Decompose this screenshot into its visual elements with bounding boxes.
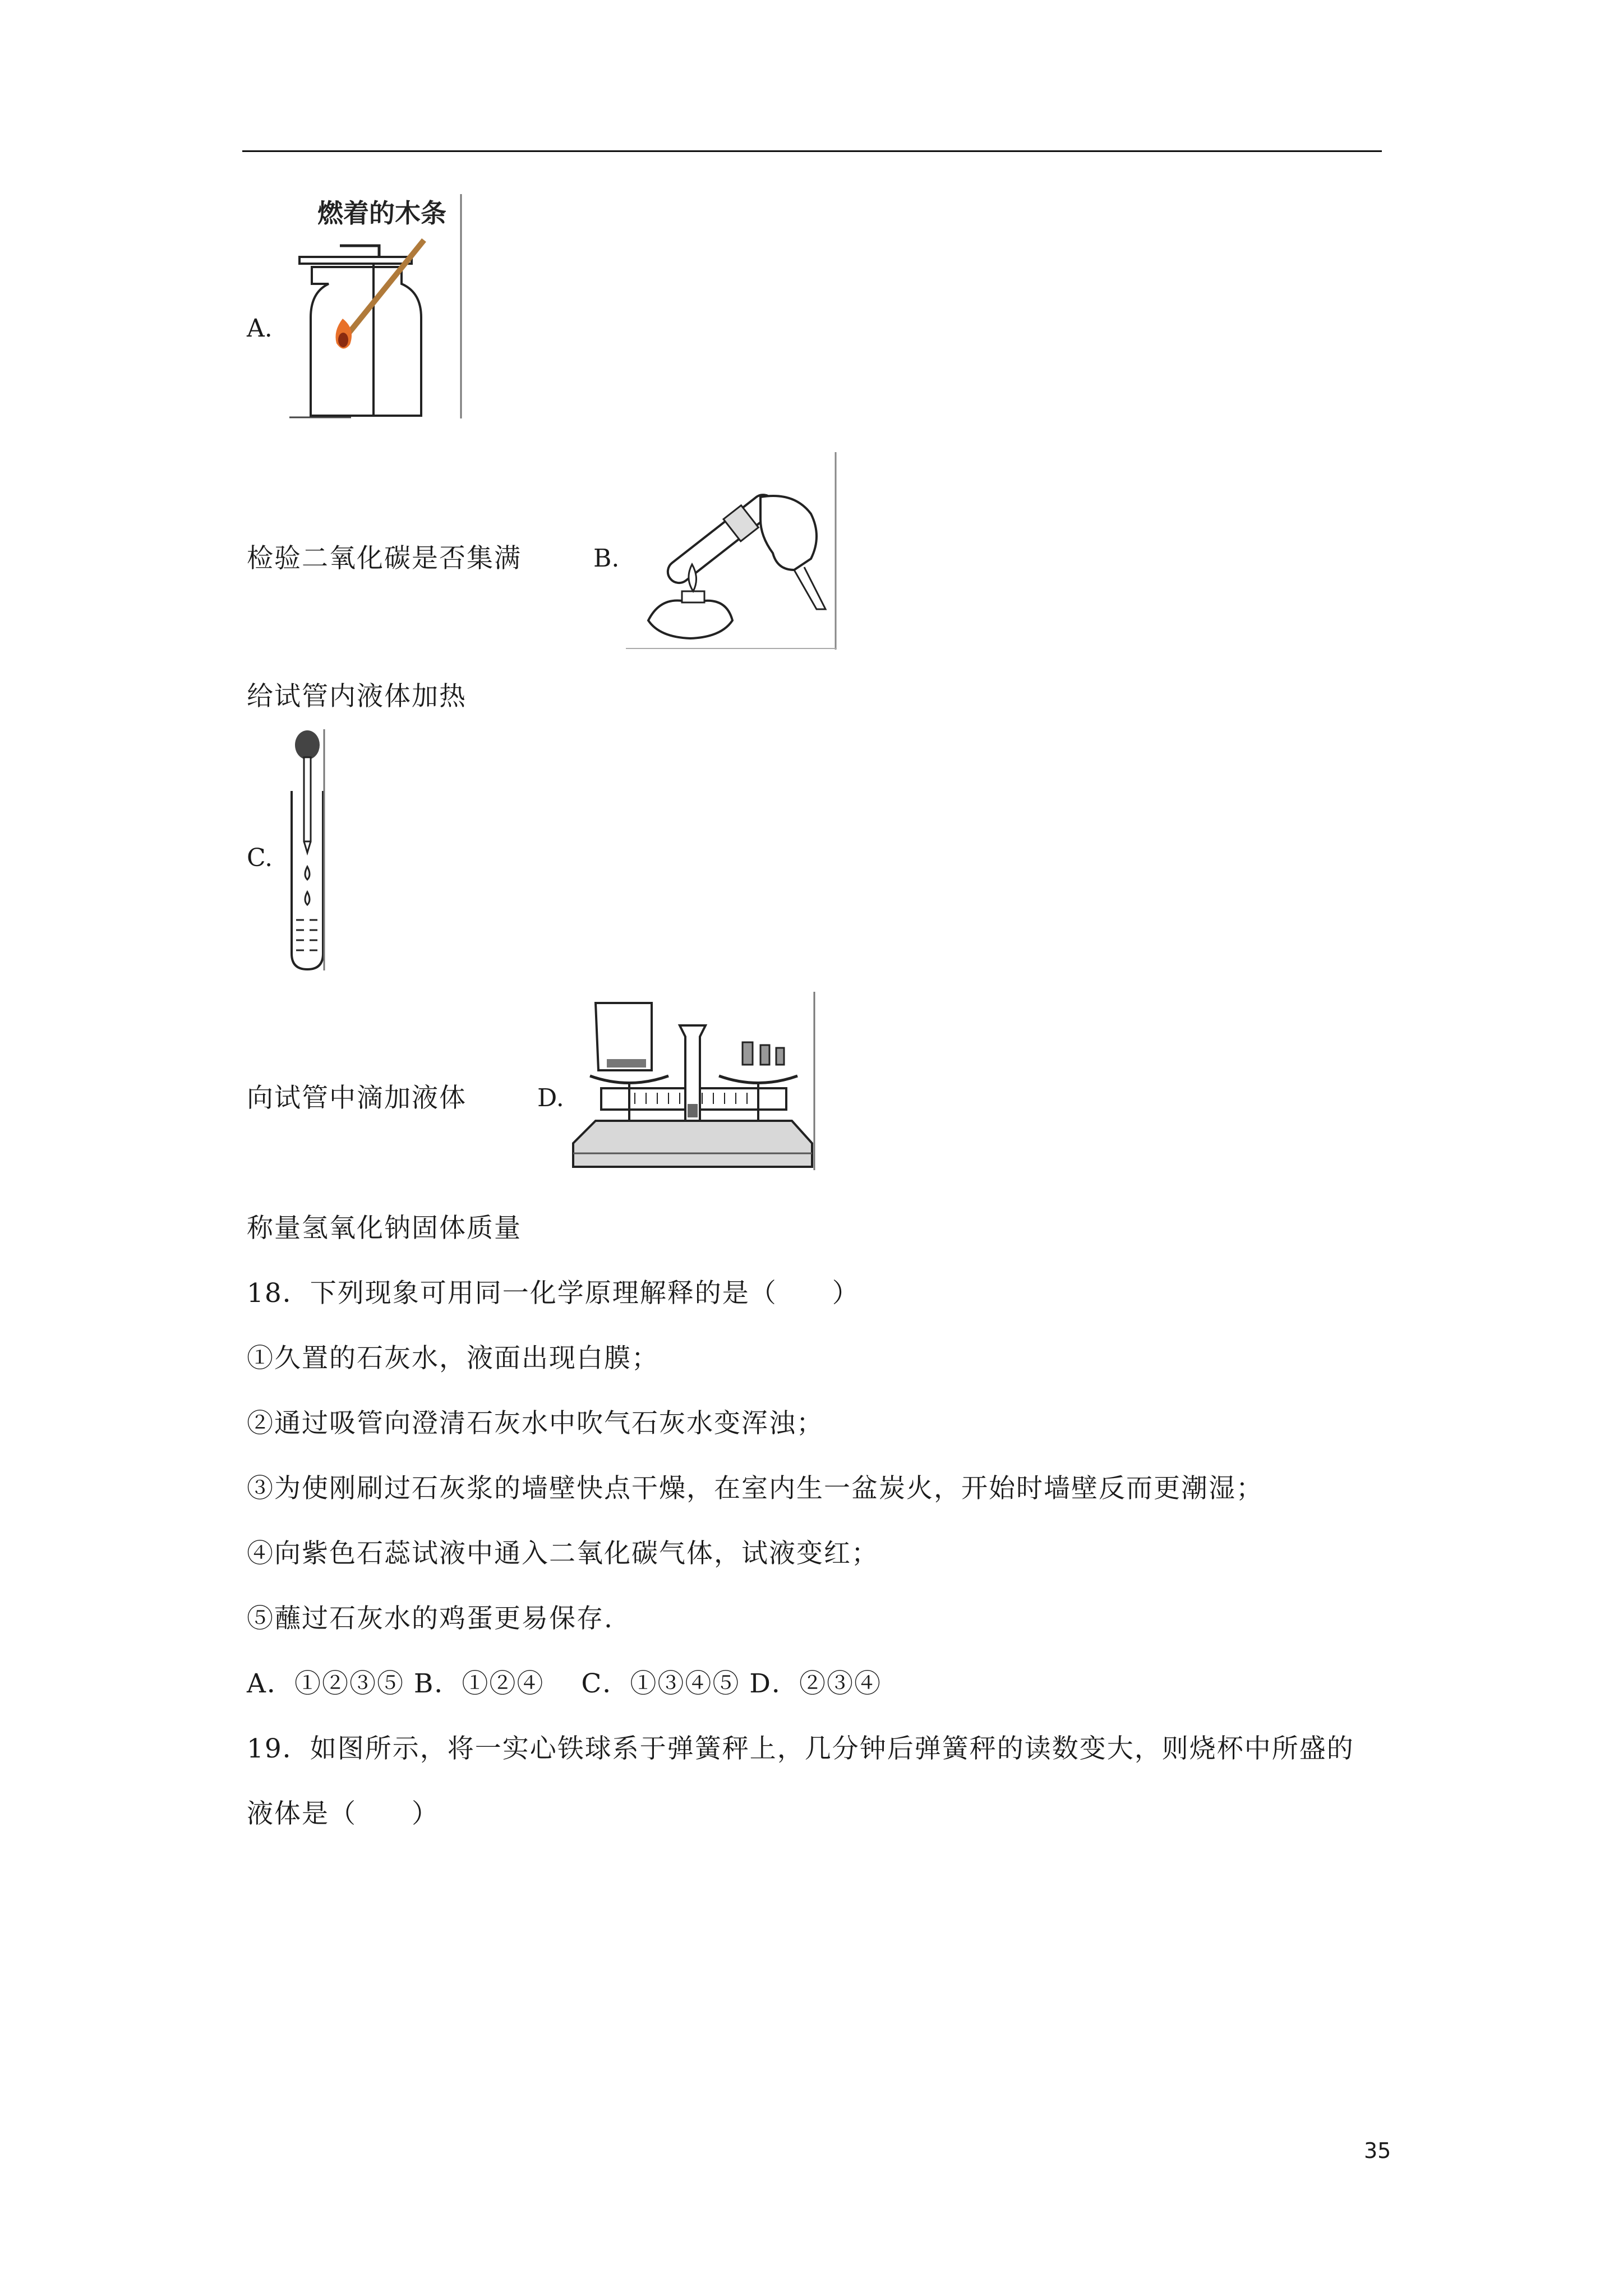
- option-d-label: D.: [537, 1084, 564, 1112]
- co2-full-test-figure: [289, 194, 464, 422]
- option-d-text: 称量氢氧化钠固体质量: [247, 1213, 522, 1244]
- burning-splint-caption: 燃着的木条: [317, 198, 446, 228]
- balance-weighing-figure: [568, 992, 818, 1171]
- q18-stem: 18．下列现象可用同一化学原理解释的是（ ）: [247, 1278, 860, 1309]
- q19-stem-line2: 液体是（ ）: [247, 1798, 439, 1829]
- option-a-label: A.: [247, 314, 273, 343]
- option-a-text: 检验二氧化碳是否集满: [247, 543, 522, 574]
- q19-stem-line1: 19．如图所示，将一实心铁球系于弹簧秤上，几分钟后弹簧秤的读数变大，则烧杯中所盛的: [247, 1733, 1354, 1764]
- q18-options: A．①②③⑤ B．①②④ C．①③④⑤ D．②③④: [247, 1668, 882, 1699]
- option-b-label: B.: [593, 544, 620, 573]
- option-c-label: C.: [247, 844, 273, 872]
- heating-test-tube-figure: [626, 452, 839, 652]
- q18-item: ①久置的石灰水，液面出现白膜；: [247, 1343, 659, 1374]
- q18-item: ④向紫色石蕊试液中通入二氧化碳气体，试液变红；: [247, 1538, 879, 1569]
- q18-item: ③为使刚刷过石灰浆的墙壁快点干燥，在室内生一盆炭火，开始时墙壁反而更潮湿；: [247, 1473, 1264, 1504]
- page-number: 35: [1364, 2138, 1391, 2163]
- option-b-text: 给试管内液体加热: [247, 681, 467, 712]
- option-c-text: 向试管中滴加液体: [247, 1083, 467, 1114]
- q18-item: ⑤蘸过石灰水的鸡蛋更易保存.: [247, 1603, 614, 1634]
- header-rule: [242, 150, 1382, 152]
- dropper-test-tube-figure: [285, 729, 330, 973]
- q18-item: ②通过吸管向澄清石灰水中吹气石灰水变浑浊；: [247, 1408, 824, 1439]
